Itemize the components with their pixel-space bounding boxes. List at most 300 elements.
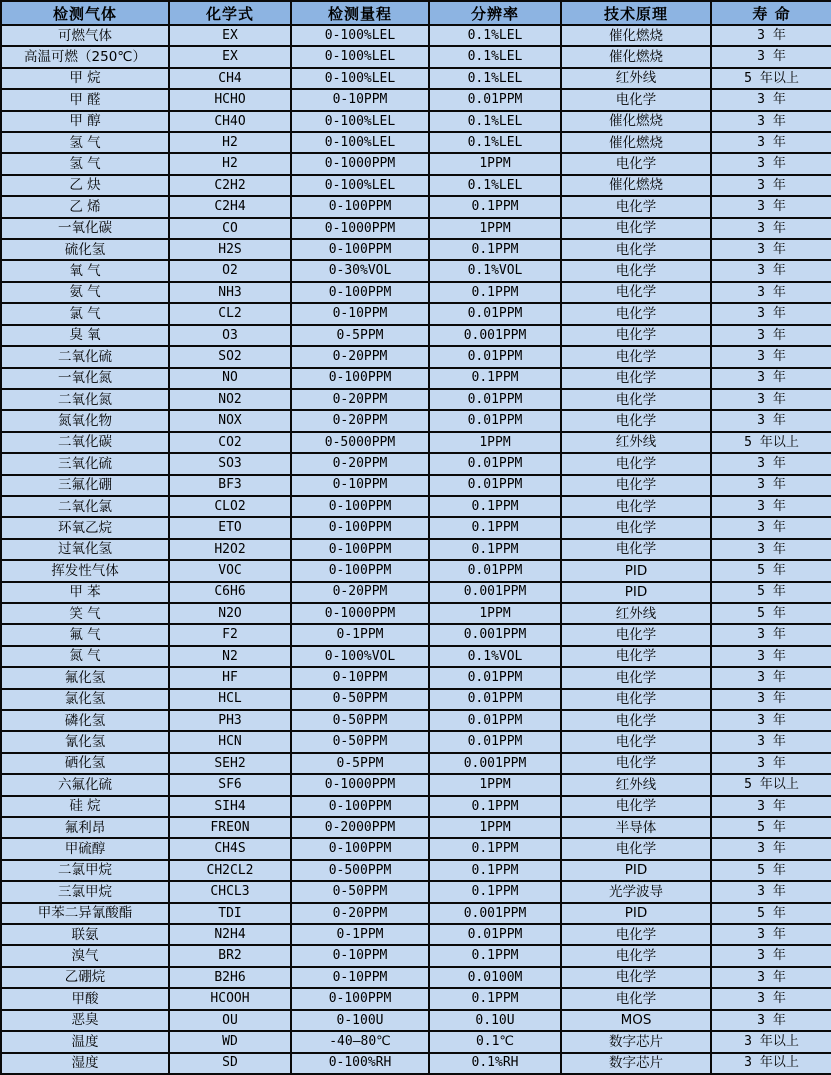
cell-technology-principle: 电化学	[561, 924, 711, 945]
cell-chemical-formula: N2O	[169, 603, 291, 624]
col-header-technology-principle: 技术原理	[561, 1, 711, 25]
cell-detection-range: 0-10PPM	[291, 945, 429, 966]
cell-technology-principle: 电化学	[561, 218, 711, 239]
col-header-gas-name: 检测气体	[1, 1, 169, 25]
table-row	[1, 368, 831, 389]
cell-lifespan: 3 年	[711, 710, 831, 731]
cell-resolution: 0.01PPM	[429, 560, 561, 581]
cell-resolution: 0.01PPM	[429, 303, 561, 324]
cell-technology-principle: 红外线	[561, 603, 711, 624]
cell-detection-range: 0-100PPM	[291, 239, 429, 260]
cell-technology-principle: 数字芯片	[561, 1031, 711, 1052]
cell-technology-principle: 数字芯片	[561, 1053, 711, 1075]
cell-detection-range: 0-20PPM	[291, 410, 429, 431]
cell-gas-name: 环氧乙烷	[1, 517, 169, 538]
cell-resolution: 0.1℃	[429, 1031, 561, 1052]
cell-chemical-formula: NO2	[169, 389, 291, 410]
cell-technology-principle: 电化学	[561, 346, 711, 367]
cell-resolution: 0.1%LEL	[429, 25, 561, 46]
cell-technology-principle: 电化学	[561, 389, 711, 410]
cell-resolution: 0.01PPM	[429, 346, 561, 367]
cell-resolution: 0.001PPM	[429, 753, 561, 774]
cell-chemical-formula: PH3	[169, 710, 291, 731]
table-row	[1, 111, 831, 132]
cell-chemical-formula: HCOOH	[169, 988, 291, 1009]
cell-gas-name: 氧 气	[1, 260, 169, 281]
cell-lifespan: 5 年	[711, 860, 831, 881]
table-row	[1, 496, 831, 517]
cell-chemical-formula: H2	[169, 153, 291, 174]
cell-chemical-formula: CH4S	[169, 838, 291, 859]
cell-gas-name: 甲 烷	[1, 68, 169, 89]
cell-lifespan: 5 年	[711, 560, 831, 581]
cell-lifespan: 3 年	[711, 796, 831, 817]
cell-technology-principle: 催化燃烧	[561, 132, 711, 153]
cell-resolution: 0.01PPM	[429, 389, 561, 410]
cell-resolution: 0.01PPM	[429, 410, 561, 431]
cell-technology-principle: 电化学	[561, 496, 711, 517]
cell-technology-principle: 光学波导	[561, 881, 711, 902]
cell-detection-range: 0-1000PPM	[291, 218, 429, 239]
cell-gas-name: 联氨	[1, 924, 169, 945]
cell-resolution: 1PPM	[429, 153, 561, 174]
table-row	[1, 153, 831, 174]
cell-lifespan: 3 年	[711, 1010, 831, 1031]
cell-detection-range: 0-100PPM	[291, 539, 429, 560]
cell-gas-name: 过氧化氢	[1, 539, 169, 560]
cell-chemical-formula: CH4O	[169, 111, 291, 132]
cell-resolution: 0.1%LEL	[429, 68, 561, 89]
cell-lifespan: 5 年	[711, 582, 831, 603]
cell-chemical-formula: SO3	[169, 453, 291, 474]
cell-technology-principle: PID	[561, 860, 711, 881]
cell-gas-name: 硅 烷	[1, 796, 169, 817]
table-row	[1, 517, 831, 538]
table-row	[1, 25, 831, 46]
cell-detection-range: 0-5PPM	[291, 325, 429, 346]
cell-resolution: 0.01PPM	[429, 710, 561, 731]
cell-resolution: 0.1%LEL	[429, 46, 561, 67]
cell-detection-range: 0-100%LEL	[291, 132, 429, 153]
cell-gas-name: 挥发性气体	[1, 560, 169, 581]
cell-detection-range: 0-20PPM	[291, 582, 429, 603]
cell-chemical-formula: EX	[169, 46, 291, 67]
cell-gas-name: 氯 气	[1, 303, 169, 324]
cell-detection-range: 0-100PPM	[291, 282, 429, 303]
cell-technology-principle: 电化学	[561, 838, 711, 859]
cell-chemical-formula: NO	[169, 368, 291, 389]
cell-lifespan: 3 年	[711, 731, 831, 752]
cell-resolution: 0.1PPM	[429, 239, 561, 260]
cell-technology-principle: 电化学	[561, 945, 711, 966]
cell-resolution: 0.1PPM	[429, 282, 561, 303]
table-row	[1, 218, 831, 239]
cell-resolution: 0.1PPM	[429, 881, 561, 902]
cell-detection-range: 0-1000PPM	[291, 774, 429, 795]
table-row	[1, 68, 831, 89]
cell-gas-name: 氮 气	[1, 646, 169, 667]
cell-lifespan: 3 年	[711, 517, 831, 538]
cell-technology-principle: 红外线	[561, 774, 711, 795]
cell-detection-range: 0-1000PPM	[291, 153, 429, 174]
cell-chemical-formula: VOC	[169, 560, 291, 581]
cell-resolution: 0.1PPM	[429, 838, 561, 859]
cell-detection-range: 0-100PPM	[291, 196, 429, 217]
cell-technology-principle: 电化学	[561, 89, 711, 110]
cell-lifespan: 3 年	[711, 881, 831, 902]
cell-technology-principle: 电化学	[561, 988, 711, 1009]
cell-gas-name: 甲苯二异氰酸酯	[1, 903, 169, 924]
cell-lifespan: 3 年	[711, 111, 831, 132]
col-header-detection-range: 检测量程	[291, 1, 429, 25]
cell-detection-range: 0-20PPM	[291, 903, 429, 924]
cell-resolution: 0.0100M	[429, 967, 561, 988]
table-row	[1, 410, 831, 431]
cell-technology-principle: 电化学	[561, 753, 711, 774]
cell-chemical-formula: H2O2	[169, 539, 291, 560]
cell-chemical-formula: CH2CL2	[169, 860, 291, 881]
cell-lifespan: 3 年	[711, 303, 831, 324]
cell-resolution: 0.01PPM	[429, 689, 561, 710]
cell-detection-range: 0-100%LEL	[291, 175, 429, 196]
cell-gas-name: 一氧化氮	[1, 368, 169, 389]
cell-lifespan: 3 年	[711, 753, 831, 774]
table-row	[1, 175, 831, 196]
cell-gas-name: 笑 气	[1, 603, 169, 624]
cell-chemical-formula: O3	[169, 325, 291, 346]
cell-chemical-formula: HCL	[169, 689, 291, 710]
cell-technology-principle: PID	[561, 582, 711, 603]
cell-gas-name: 高温可燃（250℃）	[1, 46, 169, 67]
cell-resolution: 0.1PPM	[429, 945, 561, 966]
cell-gas-name: 氮氧化物	[1, 410, 169, 431]
cell-chemical-formula: BF3	[169, 475, 291, 496]
cell-chemical-formula: SD	[169, 1053, 291, 1075]
cell-technology-principle: 电化学	[561, 539, 711, 560]
cell-lifespan: 3 年	[711, 260, 831, 281]
cell-gas-name: 氟利昂	[1, 817, 169, 838]
cell-lifespan: 3 年	[711, 496, 831, 517]
table-row	[1, 710, 831, 731]
cell-gas-name: 甲 醛	[1, 89, 169, 110]
cell-lifespan: 3 年	[711, 624, 831, 645]
cell-gas-name: 乙 炔	[1, 175, 169, 196]
table-row	[1, 774, 831, 795]
cell-detection-range: 0-10PPM	[291, 967, 429, 988]
cell-detection-range: 0-1000PPM	[291, 603, 429, 624]
cell-lifespan: 3 年	[711, 25, 831, 46]
cell-gas-name: 氟化氢	[1, 667, 169, 688]
cell-gas-name: 恶臭	[1, 1010, 169, 1031]
table-row	[1, 389, 831, 410]
cell-detection-range: 0-5PPM	[291, 753, 429, 774]
cell-resolution: 1PPM	[429, 432, 561, 453]
cell-technology-principle: 红外线	[561, 432, 711, 453]
table-row	[1, 453, 831, 474]
cell-chemical-formula: FREON	[169, 817, 291, 838]
table-row	[1, 582, 831, 603]
cell-detection-range: 0-50PPM	[291, 881, 429, 902]
table-row	[1, 753, 831, 774]
cell-lifespan: 5 年以上	[711, 432, 831, 453]
cell-gas-name: 温度	[1, 1031, 169, 1052]
cell-detection-range: 0-100PPM	[291, 496, 429, 517]
table-row	[1, 646, 831, 667]
cell-gas-name: 三氯甲烷	[1, 881, 169, 902]
cell-chemical-formula: SF6	[169, 774, 291, 795]
cell-lifespan: 3 年	[711, 838, 831, 859]
cell-detection-range: 0-10PPM	[291, 89, 429, 110]
cell-chemical-formula: CLO2	[169, 496, 291, 517]
table-row	[1, 46, 831, 67]
cell-gas-name: 溴气	[1, 945, 169, 966]
cell-detection-range: 0-10PPM	[291, 303, 429, 324]
cell-detection-range: 0-500PPM	[291, 860, 429, 881]
cell-technology-principle: 电化学	[561, 303, 711, 324]
cell-resolution: 1PPM	[429, 218, 561, 239]
table-row	[1, 924, 831, 945]
cell-lifespan: 5 年以上	[711, 68, 831, 89]
table-row	[1, 260, 831, 281]
cell-detection-range: 0-20PPM	[291, 453, 429, 474]
table-row	[1, 796, 831, 817]
cell-technology-principle: 红外线	[561, 68, 711, 89]
cell-lifespan: 3 年	[711, 196, 831, 217]
cell-chemical-formula: N2H4	[169, 924, 291, 945]
cell-gas-name: 臭 氧	[1, 325, 169, 346]
cell-technology-principle: 电化学	[561, 796, 711, 817]
cell-lifespan: 3 年	[711, 389, 831, 410]
cell-detection-range: 0-10PPM	[291, 667, 429, 688]
cell-resolution: 0.001PPM	[429, 582, 561, 603]
table-row	[1, 282, 831, 303]
cell-technology-principle: 电化学	[561, 967, 711, 988]
cell-lifespan: 3 年	[711, 539, 831, 560]
cell-resolution: 0.001PPM	[429, 325, 561, 346]
cell-detection-range: 0-100PPM	[291, 368, 429, 389]
cell-detection-range: 0-100%LEL	[291, 46, 429, 67]
table-row	[1, 881, 831, 902]
cell-gas-name: 甲 醇	[1, 111, 169, 132]
cell-gas-name: 氰化氢	[1, 731, 169, 752]
cell-detection-range: 0-5000PPM	[291, 432, 429, 453]
table-row	[1, 196, 831, 217]
cell-technology-principle: 半导体	[561, 817, 711, 838]
cell-gas-name: 二氯甲烷	[1, 860, 169, 881]
cell-gas-name: 三氟化硼	[1, 475, 169, 496]
cell-gas-name: 三氧化硫	[1, 453, 169, 474]
cell-resolution: 1PPM	[429, 774, 561, 795]
table-row	[1, 860, 831, 881]
cell-gas-name: 磷化氢	[1, 710, 169, 731]
cell-chemical-formula: HCN	[169, 731, 291, 752]
cell-gas-name: 甲酸	[1, 988, 169, 1009]
cell-chemical-formula: C6H6	[169, 582, 291, 603]
table-row	[1, 689, 831, 710]
cell-lifespan: 5 年以上	[711, 774, 831, 795]
cell-technology-principle: 电化学	[561, 410, 711, 431]
cell-detection-range: 0-100PPM	[291, 838, 429, 859]
cell-detection-range: 0-50PPM	[291, 689, 429, 710]
cell-chemical-formula: CO2	[169, 432, 291, 453]
table-row	[1, 560, 831, 581]
cell-gas-name: 硒化氢	[1, 753, 169, 774]
cell-chemical-formula: H2	[169, 132, 291, 153]
table-row	[1, 89, 831, 110]
cell-technology-principle: 电化学	[561, 453, 711, 474]
cell-chemical-formula: CO	[169, 218, 291, 239]
table-row	[1, 988, 831, 1009]
cell-detection-range: 0-100PPM	[291, 796, 429, 817]
cell-resolution: 0.001PPM	[429, 903, 561, 924]
cell-resolution: 0.001PPM	[429, 624, 561, 645]
cell-lifespan: 5 年	[711, 603, 831, 624]
table-row	[1, 325, 831, 346]
table-row	[1, 667, 831, 688]
cell-resolution: 0.01PPM	[429, 475, 561, 496]
table-row	[1, 346, 831, 367]
header-row	[1, 1, 831, 25]
cell-lifespan: 3 年	[711, 346, 831, 367]
cell-lifespan: 3 年	[711, 46, 831, 67]
cell-lifespan: 3 年	[711, 89, 831, 110]
cell-detection-range: 0-50PPM	[291, 710, 429, 731]
cell-chemical-formula: N2	[169, 646, 291, 667]
cell-resolution: 0.1%RH	[429, 1053, 561, 1075]
cell-gas-name: 一氧化碳	[1, 218, 169, 239]
cell-lifespan: 3 年	[711, 967, 831, 988]
cell-lifespan: 3 年	[711, 368, 831, 389]
table-row	[1, 945, 831, 966]
cell-detection-range: 0-20PPM	[291, 389, 429, 410]
cell-detection-range: 0-100PPM	[291, 560, 429, 581]
cell-resolution: 0.1%LEL	[429, 132, 561, 153]
cell-gas-name: 乙 烯	[1, 196, 169, 217]
cell-chemical-formula: C2H2	[169, 175, 291, 196]
cell-chemical-formula: O2	[169, 260, 291, 281]
cell-technology-principle: 电化学	[561, 689, 711, 710]
cell-chemical-formula: CHCL3	[169, 881, 291, 902]
cell-lifespan: 3 年	[711, 988, 831, 1009]
cell-chemical-formula: NOX	[169, 410, 291, 431]
cell-technology-principle: 催化燃烧	[561, 25, 711, 46]
cell-chemical-formula: BR2	[169, 945, 291, 966]
cell-gas-name: 二氧化氮	[1, 389, 169, 410]
cell-gas-name: 二氧化氯	[1, 496, 169, 517]
table-row	[1, 539, 831, 560]
table-row	[1, 624, 831, 645]
table-row	[1, 817, 831, 838]
cell-resolution: 0.1PPM	[429, 368, 561, 389]
cell-technology-principle: MOS	[561, 1010, 711, 1031]
cell-detection-range: 0-100U	[291, 1010, 429, 1031]
cell-detection-range: 0-30%VOL	[291, 260, 429, 281]
cell-resolution: 0.1PPM	[429, 196, 561, 217]
cell-chemical-formula: WD	[169, 1031, 291, 1052]
cell-gas-name: 二氧化硫	[1, 346, 169, 367]
cell-lifespan: 3 年	[711, 282, 831, 303]
table-row	[1, 432, 831, 453]
cell-detection-range: 0-20PPM	[291, 346, 429, 367]
cell-technology-principle: 电化学	[561, 368, 711, 389]
cell-lifespan: 3 年	[711, 153, 831, 174]
cell-chemical-formula: OU	[169, 1010, 291, 1031]
cell-technology-principle: 催化燃烧	[561, 46, 711, 67]
cell-lifespan: 3 年	[711, 218, 831, 239]
cell-gas-name: 甲硫醇	[1, 838, 169, 859]
table-row	[1, 731, 831, 752]
cell-lifespan: 3 年	[711, 945, 831, 966]
cell-gas-name: 硫化氢	[1, 239, 169, 260]
cell-technology-principle: 催化燃烧	[561, 175, 711, 196]
table-row	[1, 475, 831, 496]
cell-detection-range: 0-1PPM	[291, 924, 429, 945]
cell-chemical-formula: EX	[169, 25, 291, 46]
cell-resolution: 1PPM	[429, 817, 561, 838]
cell-gas-name: 可燃气体	[1, 25, 169, 46]
cell-gas-name: 甲 苯	[1, 582, 169, 603]
cell-lifespan: 3 年	[711, 453, 831, 474]
cell-technology-principle: 电化学	[561, 667, 711, 688]
cell-resolution: 0.1PPM	[429, 517, 561, 538]
cell-resolution: 0.1%LEL	[429, 175, 561, 196]
cell-technology-principle: 电化学	[561, 517, 711, 538]
cell-detection-range: 0-100%LEL	[291, 68, 429, 89]
col-header-resolution: 分辨率	[429, 1, 561, 25]
table-row	[1, 603, 831, 624]
cell-resolution: 1PPM	[429, 603, 561, 624]
cell-lifespan: 3 年	[711, 667, 831, 688]
cell-technology-principle: 电化学	[561, 624, 711, 645]
col-header-chemical-formula: 化学式	[169, 1, 291, 25]
table-row	[1, 239, 831, 260]
cell-lifespan: 3 年	[711, 239, 831, 260]
cell-technology-principle: 电化学	[561, 196, 711, 217]
cell-technology-principle: 电化学	[561, 731, 711, 752]
cell-chemical-formula: SEH2	[169, 753, 291, 774]
cell-lifespan: 3 年	[711, 325, 831, 346]
cell-lifespan: 3 年以上	[711, 1053, 831, 1075]
cell-technology-principle: 电化学	[561, 325, 711, 346]
cell-resolution: 0.1PPM	[429, 539, 561, 560]
col-header-lifespan: 寿 命	[711, 1, 831, 25]
table-row	[1, 1010, 831, 1031]
cell-technology-principle: 电化学	[561, 260, 711, 281]
table-row	[1, 132, 831, 153]
cell-technology-principle: 催化燃烧	[561, 111, 711, 132]
cell-lifespan: 5 年	[711, 817, 831, 838]
table-row	[1, 838, 831, 859]
cell-resolution: 0.10U	[429, 1010, 561, 1031]
cell-detection-range: 0-2000PPM	[291, 817, 429, 838]
cell-lifespan: 3 年	[711, 646, 831, 667]
cell-chemical-formula: TDI	[169, 903, 291, 924]
table-row	[1, 1031, 831, 1052]
cell-detection-range: 0-100PPM	[291, 517, 429, 538]
table-row	[1, 967, 831, 988]
cell-chemical-formula: SIH4	[169, 796, 291, 817]
cell-lifespan: 3 年	[711, 410, 831, 431]
cell-technology-principle: 电化学	[561, 475, 711, 496]
cell-gas-name: 氨 气	[1, 282, 169, 303]
cell-resolution: 0.01PPM	[429, 731, 561, 752]
cell-lifespan: 3 年	[711, 175, 831, 196]
cell-technology-principle: 电化学	[561, 153, 711, 174]
cell-chemical-formula: H2S	[169, 239, 291, 260]
cell-chemical-formula: CH4	[169, 68, 291, 89]
cell-gas-name: 乙硼烷	[1, 967, 169, 988]
cell-technology-principle: 电化学	[561, 239, 711, 260]
